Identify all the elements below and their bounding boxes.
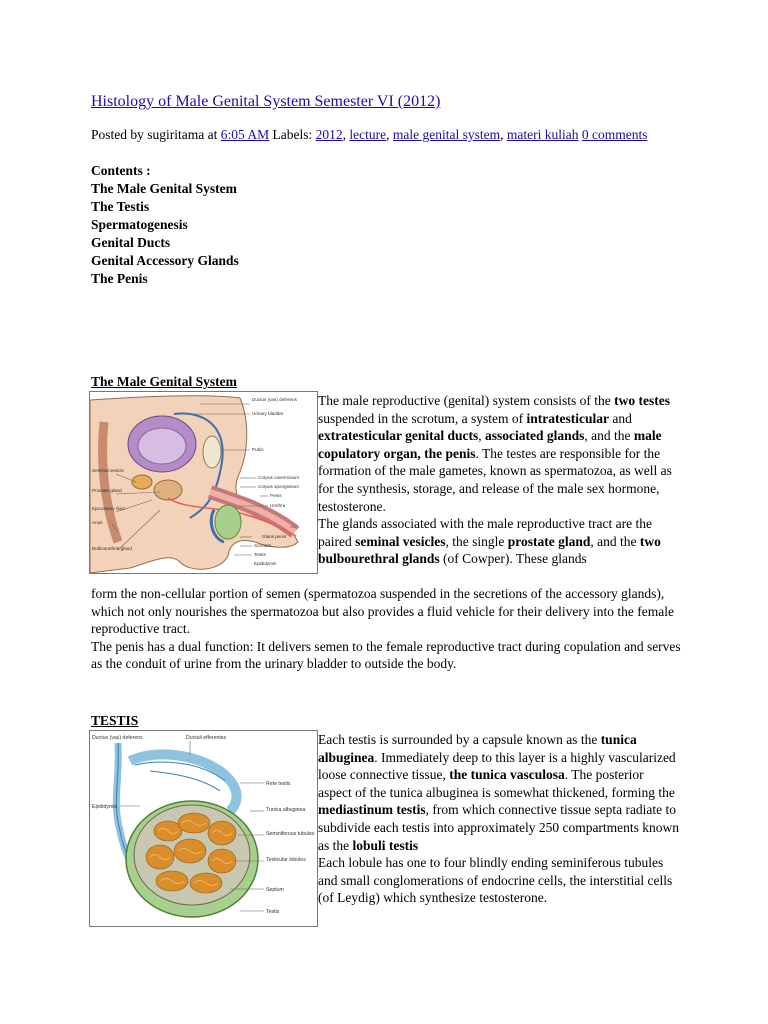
label-link-materi-kuliah[interactable]: materi kuliah xyxy=(506,127,579,142)
figure-label: Pubis xyxy=(252,447,264,452)
figure-label: Ductus (vas) deferens xyxy=(92,735,143,741)
text-run: . The posterior aspect of the tunica albuginea is somewhat thickened, forming the xyxy=(318,767,675,800)
figure-label: Ductus (vas) deferens xyxy=(252,397,297,402)
figure-label: Rete testis xyxy=(266,781,291,787)
bold-term: male copulatory organ, the penis xyxy=(318,428,662,461)
text-run: , and the xyxy=(590,533,640,549)
bold-term: intratesticular xyxy=(526,410,609,426)
labels-prefix: Labels: xyxy=(269,127,316,142)
figure-label: Corpus cavernosum xyxy=(258,475,300,480)
bold-term: two bulbourethral glands xyxy=(318,533,661,567)
bold-term: mediastinum testis xyxy=(318,802,426,818)
text-run: , and the xyxy=(584,428,634,444)
figure-label: Ductuli efferentes xyxy=(186,735,227,741)
post-meta: Posted by sugiritama at 6:05 AM Labels: 2012, lecture, male genital system, materi kuliah 0 comments xyxy=(91,127,648,142)
figure-label: Scrotum xyxy=(254,543,272,548)
text-run: (of Cowper). These glands xyxy=(439,551,587,567)
figure-label: Epididymis xyxy=(254,561,277,566)
text-run: . The testes are responsible for the formation of the male gametes, known as spermatozoa, as well as for the synthesis, storage, and release of the male sex hormone, testosterone. xyxy=(318,445,672,514)
contents-item: Spermatogenesis xyxy=(91,217,188,232)
contents-list xyxy=(91,162,239,288)
figure-label: Anus xyxy=(92,520,103,525)
section1-paragraph-3: The penis has a dual function: It delivers semen to the female reproductive tract during copulation and serves as the conduit of urine from the urinary bladder to outside the body. xyxy=(91,638,681,672)
label-link-2012[interactable]: 2012 xyxy=(315,127,343,142)
text-run: . Immediately deep to this layer is a highly vascularized loose connective tissue, xyxy=(318,749,676,783)
testis-illustration xyxy=(90,731,317,926)
contents-item: Genital Ducts xyxy=(91,235,171,250)
bold-term: the tunica vasculosa xyxy=(449,767,565,783)
figure-label: Corpus spongiosum xyxy=(258,484,299,489)
figure-label: Epididymis xyxy=(92,804,118,810)
figure-label: Urinary bladder xyxy=(252,411,284,416)
contents-item: The Testis xyxy=(91,199,150,214)
male-anatomy-illustration xyxy=(90,392,317,573)
text-run: suspended in the scrotum, a system of xyxy=(318,410,527,426)
author-name: sugiritama xyxy=(147,127,205,142)
testis-figure xyxy=(89,730,318,927)
section-heading-testis: TESTIS xyxy=(91,713,139,728)
section2-paragraph-2: Each lobule has one to four blindly ending seminiferous tubules and small conglomerations of endocrine cells, the interstitial cells (of Leydig) which synthesize testosterone. xyxy=(318,855,673,906)
figure-label: Penis xyxy=(270,493,282,498)
figure-label: Prostate gland xyxy=(92,488,122,493)
label-link-male-genital-system[interactable]: male genital system xyxy=(392,127,501,142)
figure-label: Urethra xyxy=(270,503,286,508)
contents-item: The Penis xyxy=(91,271,148,286)
figure-label: Ejaculatory duct xyxy=(92,506,125,511)
bold-term: associated glands xyxy=(484,428,585,444)
bold-term: two testes xyxy=(614,393,671,408)
figure-label: Testicular lobules xyxy=(266,857,306,863)
section1-paragraph-2-cont: form the non-cellular portion of semen (spermatozoa suspended in the secretions of the accessory glands), which not only nourishes the spermatozoa but also provides a fluid vehicle for their delivery into the female reproductive tract. xyxy=(91,586,674,637)
bold-term: seminal vesicles xyxy=(355,533,446,549)
text-run: , the single xyxy=(445,533,508,549)
bold-term: extratesticular genital ducts xyxy=(318,428,479,444)
section1-paragraph-2 xyxy=(318,515,680,568)
text-run: , from which connective tissue septa radiate to subdivide each testis into approximately 250 compartments known as the xyxy=(318,802,680,853)
male-genital-system-figure xyxy=(89,391,318,574)
section2-paragraph-1 xyxy=(318,731,680,854)
section2-paragraphs xyxy=(318,731,680,907)
text-run: The glands associated with the male reproductive tract are the paired xyxy=(318,516,652,549)
text-run: Each testis is surrounded by a capsule known as the xyxy=(318,732,601,747)
post-time-link[interactable]: 6:05 AM xyxy=(220,127,270,142)
bold-term: prostate gland xyxy=(507,533,591,549)
section-heading-male-genital-system: The Male Genital System xyxy=(91,374,237,389)
figure-label: Tunica albuginea xyxy=(266,807,306,813)
bold-term: lobuli testis xyxy=(352,837,419,853)
figure-label: Testis xyxy=(266,909,280,915)
text-run: , xyxy=(478,428,485,444)
bold-term: tunica albuginea xyxy=(318,732,637,765)
figure-label: Glans penis xyxy=(262,534,287,539)
figure-label: Septum xyxy=(266,887,284,893)
figure-label: Testis xyxy=(254,552,266,557)
contents-item: Genital Accessory Glands xyxy=(91,253,239,268)
at-text: at xyxy=(204,127,221,142)
post-title[interactable]: Histology of Male Genital System Semester VI (2012) xyxy=(91,93,441,110)
text-run: and xyxy=(608,410,632,426)
figure-label: Bulbourethral gland xyxy=(92,546,132,551)
section1-paragraph-1 xyxy=(318,392,680,515)
posted-by-prefix: Posted by xyxy=(91,127,148,142)
figure-label: Seminal vesicle xyxy=(92,468,124,473)
figure-label: Seminiferous tubules xyxy=(266,831,315,837)
comments-link[interactable]: 0 comments xyxy=(581,127,648,142)
text-run: The male reproductive (genital) system consists of the xyxy=(318,393,615,408)
section1-paragraphs xyxy=(318,392,680,568)
contents-item: The Male Genital System xyxy=(91,181,237,196)
contents-heading: Contents : xyxy=(91,163,151,178)
section1-fullwidth xyxy=(91,585,691,673)
label-link-lecture[interactable]: lecture xyxy=(349,127,387,142)
